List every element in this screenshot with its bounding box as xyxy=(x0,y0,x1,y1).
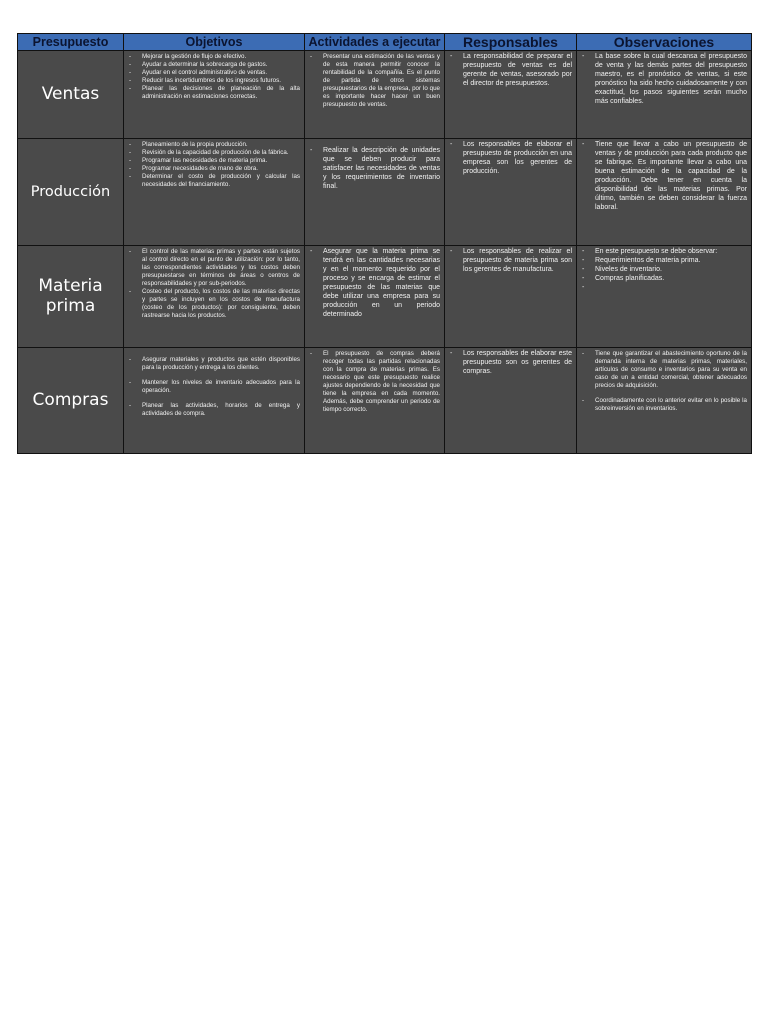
observaciones-cell xyxy=(577,51,752,139)
table-row xyxy=(18,348,752,454)
list-item: - Presentar una estimación de las ventas y de esta manera permitir conocer la rentabilidad de la compañía. Es el punto de partida de otros sistemas presupuestarios de la empresa, por lo que es importante hacer hacer un buen presupuesto de ventas. xyxy=(309,53,440,109)
header-objetivos: Objetivos xyxy=(124,34,305,51)
objetivos-cell xyxy=(124,51,305,139)
list-item: - Ayudar a determinar la sobrecarga de gastos. xyxy=(128,61,300,69)
list-item: - Programar las necesidades de materia prima. xyxy=(128,157,300,165)
row-name: Ventas xyxy=(18,51,124,139)
objetivos-cell xyxy=(124,348,305,454)
header-actividades: Actividades a ejecutar xyxy=(305,34,445,51)
actividades-cell xyxy=(305,246,445,348)
list-item: - La responsabilidad de preparar el presupuesto de ventas es del gerente de ventas, asesorado por el director de presupuestos. xyxy=(449,53,572,89)
observaciones-cell xyxy=(577,246,752,348)
observaciones-cell xyxy=(577,139,752,246)
actividades-cell xyxy=(305,348,445,454)
list-item: - Asegurar que la materia prima se tendrá en las cantidades necesarias y en el momento requerido por el proceso y se encarga de estimar el presupuesto de las materias que debe utilizar una empresa para su producción en un periodo determinado xyxy=(309,248,440,320)
table-row xyxy=(18,139,752,246)
list-item: - Ayudar en el control administrativo de ventas. xyxy=(128,69,300,77)
responsables-cell xyxy=(445,348,577,454)
objetivos-cell xyxy=(124,246,305,348)
row-name: Compras xyxy=(18,348,124,454)
header-row xyxy=(18,34,752,51)
row-name: Materia prima xyxy=(18,246,124,348)
budget-sheet xyxy=(17,33,751,454)
list-item: - Realizar la descripción de unidades que se deben producir para satisfacer las necesidades de ventas y los requerimientos de inventario final. xyxy=(309,147,440,192)
budget-table xyxy=(17,33,752,454)
list-item: - En este presupuesto se debe observar: xyxy=(581,248,747,257)
responsables-cell xyxy=(445,51,577,139)
header-presupuesto: Presupuesto xyxy=(18,34,124,51)
list-item: - Tiene que garantizar el abastecimiento oportuno de la demanda interna de materias primas, materiales, artículos de consumo e inventarios para su venta en caso de un a entidad comercial, obtener adecuados precios de adquisición. xyxy=(581,350,747,390)
list-item: - Reducir las incertidumbres de los ingresos futuros. xyxy=(128,77,300,85)
objetivos-cell xyxy=(124,139,305,246)
table-row xyxy=(18,51,752,139)
list-item: - Asegurar materiales y productos que estén disponibles para la producción y entrega a los clientes. xyxy=(128,356,300,372)
row-name: Producción xyxy=(18,139,124,246)
list-item: - Planear las decisiones de planeación de la alta administración en estimaciones correctas. xyxy=(128,85,300,101)
list-item: - Los responsables de elaborar el presupuesto de producción en una empresa son los gerentes de producción. xyxy=(449,141,572,177)
observaciones-cell xyxy=(577,348,752,454)
list-item: - Mantener los niveles de inventario adecuados para la operación. xyxy=(128,379,300,395)
list-item: - Los responsables de elaborar este presupuesto son os gerentes de compras. xyxy=(449,350,572,377)
list-item: - El presupuesto de compras deberá recoger todas las partidas relacionadas con la compra de materias primas. Es necesario que este presupuesto realice ajustes dependiendo de la necesidad que tiene la empresa en cada momento. Además, debe comprender un periodo de tiempo correcto. xyxy=(309,350,440,414)
list-item: - Revisión de la capacidad de producción de la fábrica. xyxy=(128,149,300,157)
list-item: - Planeamiento de la propia producción. xyxy=(128,141,300,149)
list-item: - La base sobre la cual descansa el presupuesto de venta y las demás partes del presupuesto maestro, es el pronóstico de ventas, si este pronóstico ha sido hecho cuidadosamente y con exactitud, los pasos siguientes serán mucho más confiables. xyxy=(581,53,747,107)
list-item: - Determinar el costo de producción y calcular las necesidades del financiamiento. xyxy=(128,173,300,189)
list-item: - Niveles de inventario. xyxy=(581,266,747,275)
list-item: - Requerimientos de materia prima. xyxy=(581,257,747,266)
list-item: - Costeo del producto, los costos de las materias directas y partes se incluyen en los costos de manufactura (costeo de los productos): por consiguiente, deben rastrearse hacia los productos. xyxy=(128,288,300,320)
list-item: - Tiene que llevar a cabo un presupuesto de ventas y de producción para cada producto que se fabrique. Es importante llevar a cabo una buena estimación de la capacidad de la producción. Debe tener en cuenta la disponibilidad de las materias primas. Por último, también se deben considerar la fuerza laboral. xyxy=(581,141,747,213)
actividades-cell xyxy=(305,139,445,246)
list-item: - Compras planificadas. xyxy=(581,275,747,284)
list-item: - Coordinadamente con lo anterior evitar en lo posible la sobreinversión en inventarios. xyxy=(581,397,747,413)
list-item: - Planear las actividades, horarios de entrega y actividades de compra. xyxy=(128,402,300,418)
responsables-cell xyxy=(445,246,577,348)
header-responsables: Responsables xyxy=(445,34,577,51)
list-item: - Programar necesidades de mano de obra. xyxy=(128,165,300,173)
actividades-cell xyxy=(305,51,445,139)
header-observaciones: Observaciones xyxy=(577,34,752,51)
table-row xyxy=(18,246,752,348)
responsables-cell xyxy=(445,139,577,246)
list-item: - El control de las materias primas y partes están sujetos al control directo en el punto de utilización: por lo tanto, las correspondientes actividades y los costos deben presupuestarse en términos de áreas o centros de responsabilidades y por sub-periodos. xyxy=(128,248,300,288)
list-item: - Mejorar la gestión de flujo de efectivo. xyxy=(128,53,300,61)
list-item: - Los responsables de realizar el presupuesto de materia prima son los gerentes de manufactura. xyxy=(449,248,572,275)
